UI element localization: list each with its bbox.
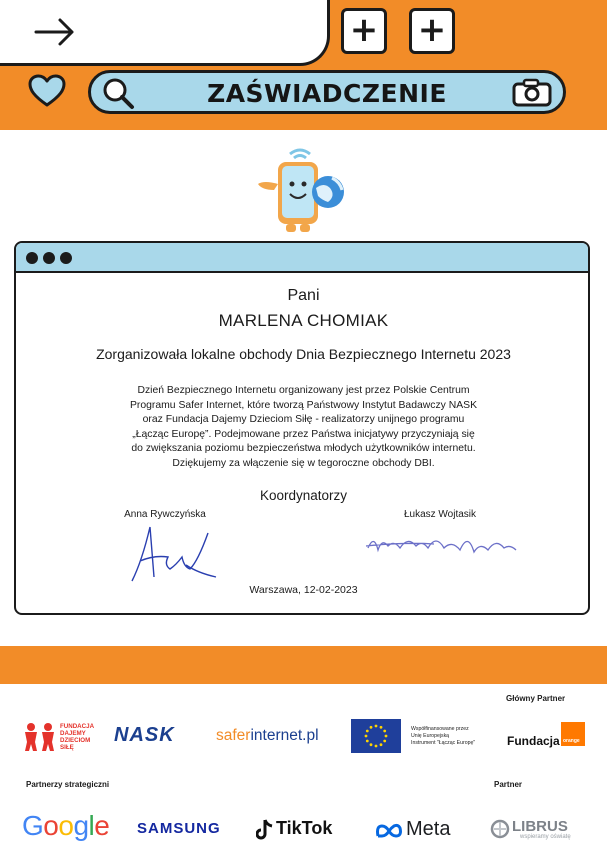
title-bar (88, 70, 566, 114)
recipient-name: MARLENA CHOMIAK (218, 311, 389, 330)
window-bar (16, 243, 588, 273)
partner-label: Partner (494, 780, 523, 789)
body-paragraph (0, 384, 607, 471)
window-dot (26, 252, 38, 264)
body-line: Dziękujemy za włączenie się w tegoroczne obchody DBI. (172, 457, 435, 469)
google-letter: e (94, 810, 110, 841)
tiktok-text: TikTok (276, 818, 333, 838)
librus-logo (490, 818, 586, 844)
google-letter: o (43, 810, 59, 841)
signature-left (124, 521, 220, 585)
fdds-line: FUNDACJA (60, 723, 95, 730)
orange-logo-square (561, 722, 585, 746)
eu-line: Współfinansowane przez (411, 726, 469, 732)
meta-text: Meta (406, 818, 451, 840)
saferinternet-logo (216, 727, 319, 745)
footer-banner (0, 646, 607, 684)
page-title: ZAŚWIADCZENIE (207, 79, 447, 108)
google-letter: l (88, 810, 95, 841)
window-dot (43, 252, 55, 264)
tiktok-logo (256, 817, 352, 843)
google-letter: G (22, 810, 44, 841)
orange-logo-text: orange (563, 738, 580, 744)
fdds-line: DAJEMY (60, 730, 86, 737)
meta-infinity-icon (374, 822, 404, 840)
google-logo (22, 810, 109, 842)
signature-right (364, 528, 520, 562)
window-dot (60, 252, 72, 264)
plus-icon: + (341, 8, 387, 54)
google-letter: o (58, 810, 74, 841)
salutation: Pani (287, 287, 320, 304)
header-tab (0, 0, 330, 66)
achievement-text: Zorganizowała lokalne obchody Dnia Bezpiecznego Internetu 2023 (96, 346, 511, 362)
coordinators-heading: Koordynatorzy (259, 488, 348, 503)
librus-text: LIBRUS (512, 818, 568, 835)
body-line: do zwiększania poziomu bezpieczeństwa młodych użytkowników internetu. (131, 443, 476, 454)
fdds-line: DZIECIOM (60, 737, 91, 744)
body-line: „Łącząc Europę”. Podejmowane przez Państwa inicjatywy przyczyniają się (132, 428, 475, 440)
eu-line: Instrument "Łącząc Europę" (411, 740, 476, 746)
fundacja-orange-text: Fundacja (507, 734, 560, 748)
samsung-logo: SAMSUNG (137, 820, 221, 837)
nask-logo: NASK (114, 724, 175, 746)
body-line: Dzień Bezpiecznego Internetu organizowany jest przez Polskie Centrum (137, 385, 470, 396)
header-tab-right (325, 0, 607, 60)
meta-logo (374, 818, 470, 844)
children-icon (22, 722, 58, 752)
google-letter: g (73, 810, 89, 841)
heart-icon (28, 74, 66, 108)
eu-flag-icon (351, 719, 401, 753)
librus-subtitle: wspieramy oświatę (520, 834, 571, 840)
eu-line: Unię Europejską (411, 733, 450, 739)
coordinator-name-right: Łukasz Wojtasik (403, 509, 477, 520)
body-line: oraz Fundacja Dajemy Dzieciom Siłę - realizatorzy unijnego programu (142, 414, 465, 425)
camera-icon (511, 78, 553, 108)
tiktok-note-icon (256, 819, 274, 841)
fdds-line: SIŁĘ (60, 744, 74, 751)
plus-icon: + (409, 8, 455, 54)
body-line: Programu Safer Internet, które tworzą Państwowy Instytut Badawczy NASK (129, 399, 478, 411)
phone-mascot-illustration (252, 144, 354, 236)
coordinator-name-left: Anna Rywczyńska (124, 509, 206, 520)
eu-logo (351, 719, 491, 753)
place-and-date: Warszawa, 12-02-2023 (249, 584, 358, 596)
fdds-logo (22, 722, 102, 752)
arrow-right-icon (34, 16, 76, 48)
main-partner-label: Główny Partner (506, 694, 566, 703)
safer-part: safer (216, 727, 251, 744)
librus-emblem-icon (490, 819, 510, 839)
strategic-partners-label: Partnerzy strategiczni (26, 780, 110, 789)
internet-part: internet.pl (250, 727, 319, 744)
